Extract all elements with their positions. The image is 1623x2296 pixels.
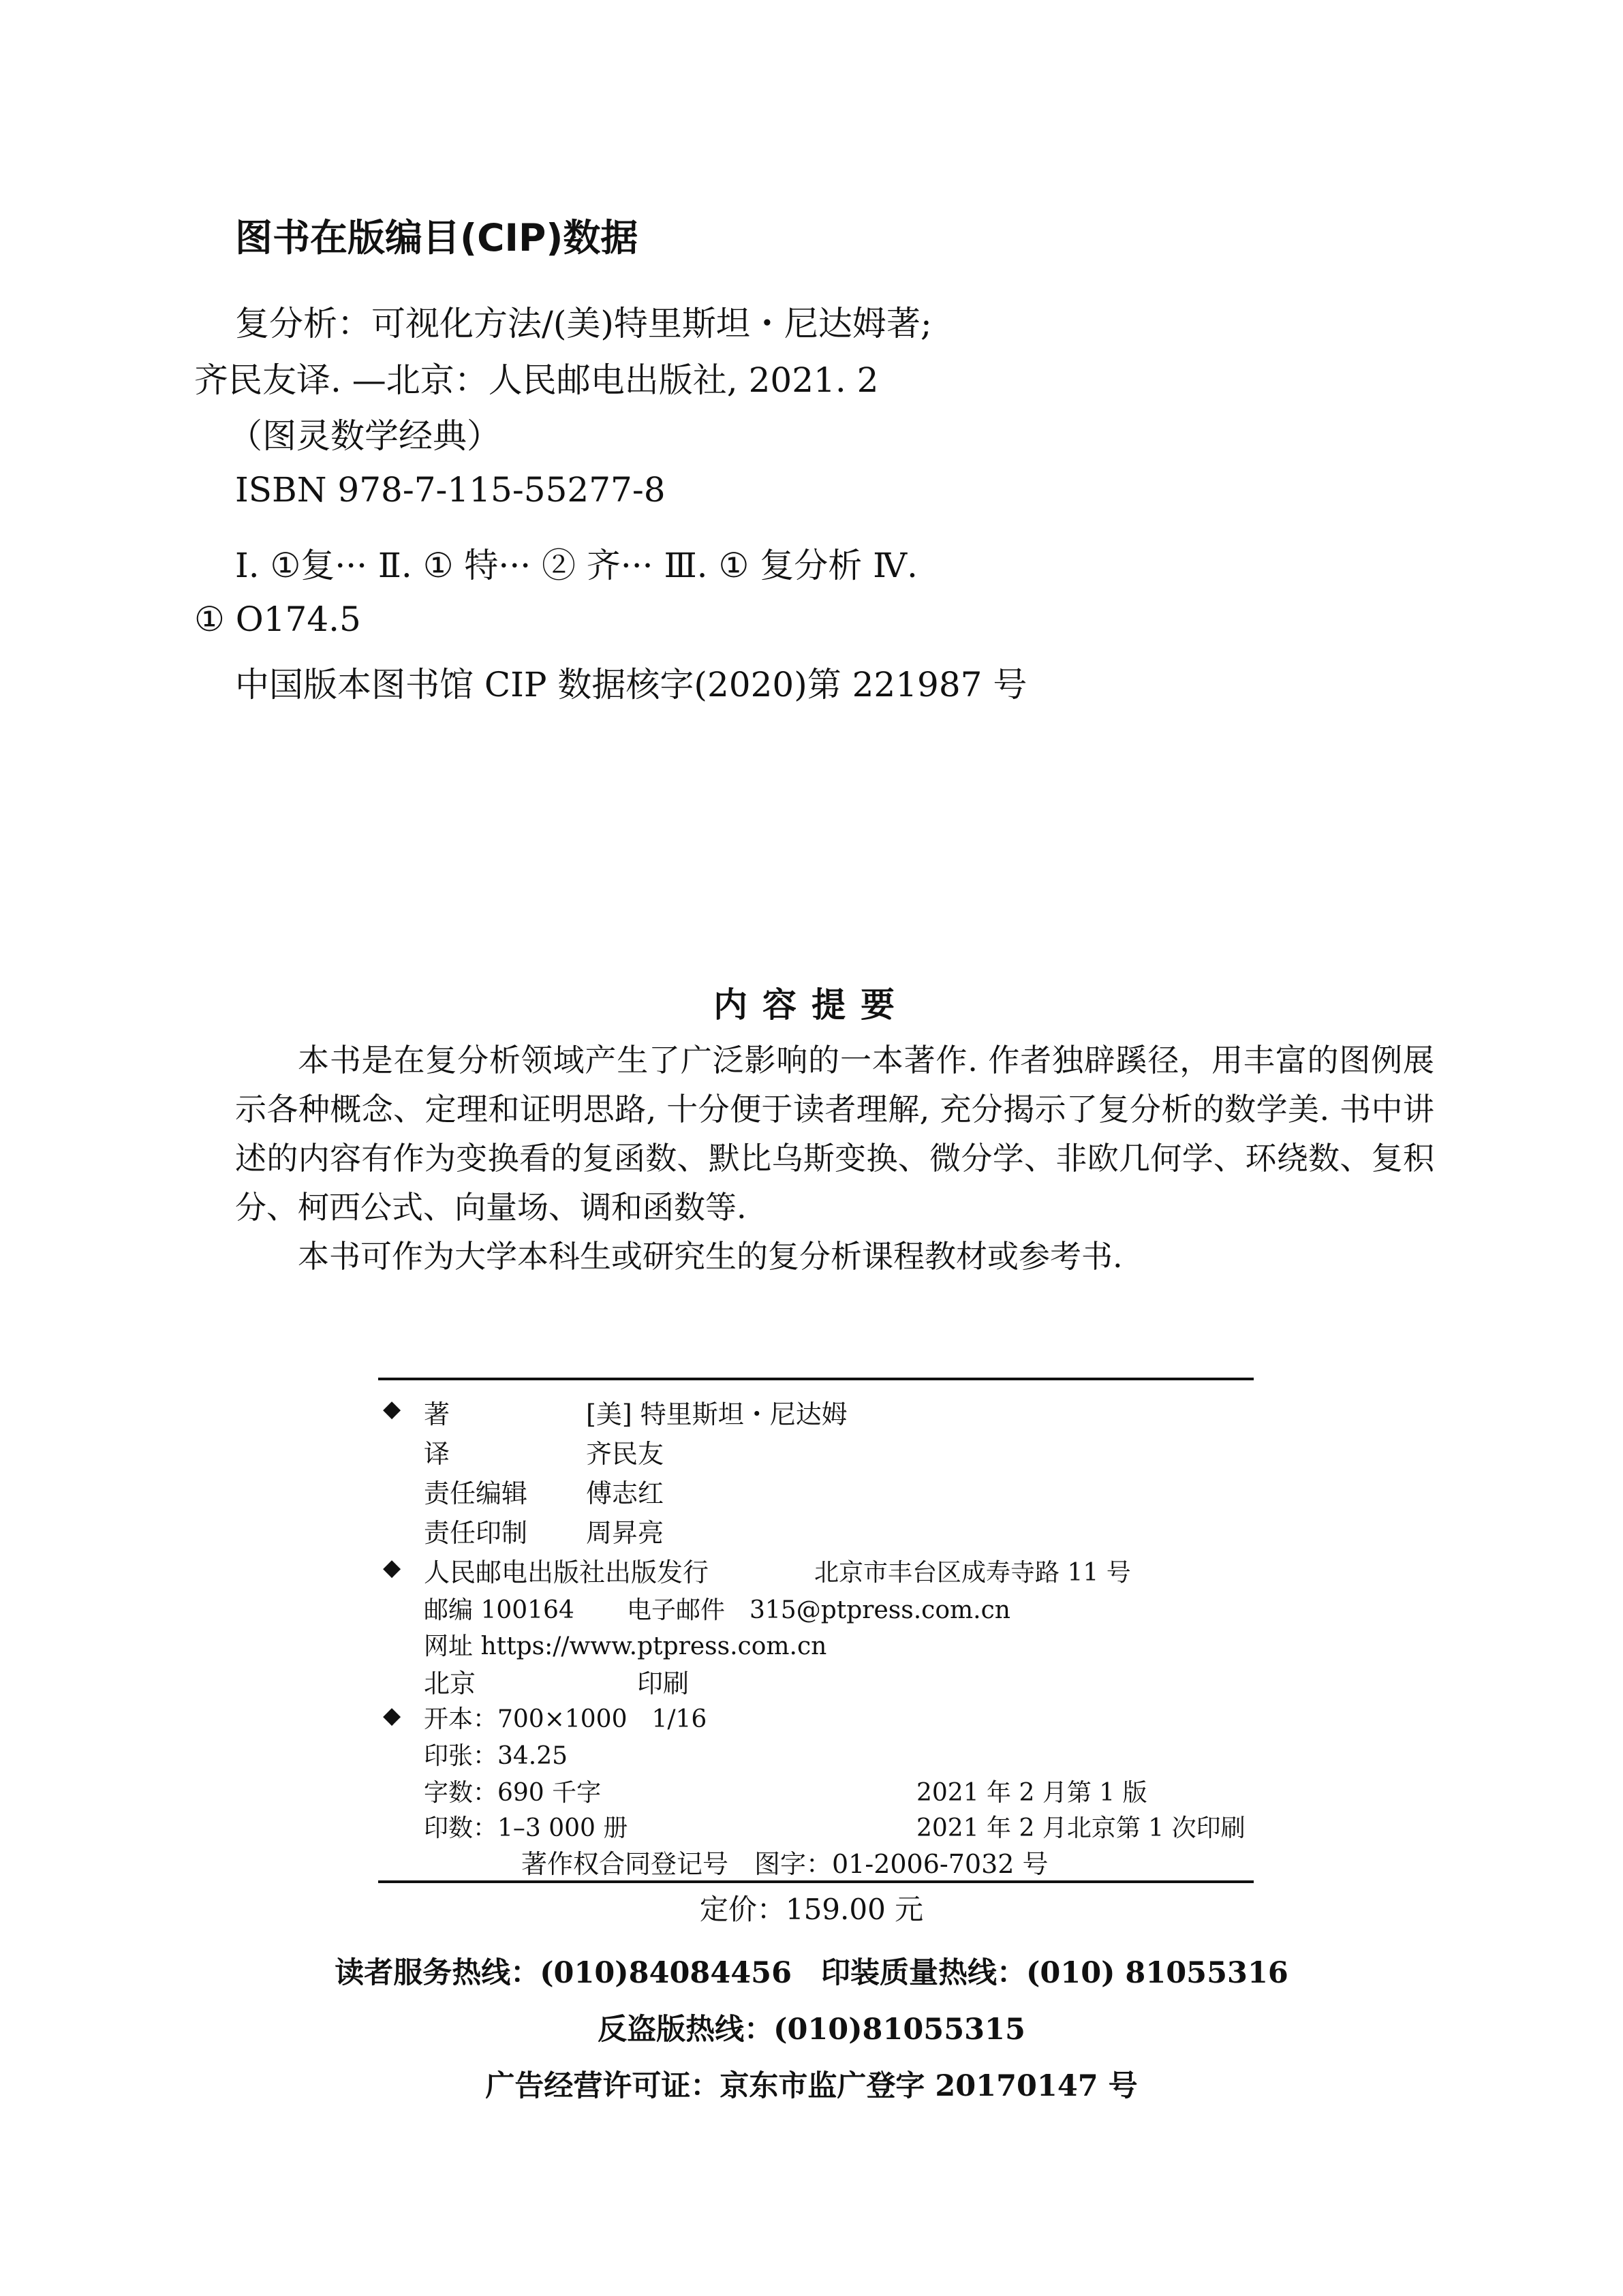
cip-heading: 图书在版编目(CIP)数据	[235, 216, 638, 260]
printing: 2021 年 2 月北京第 1 次印刷	[916, 1814, 1246, 1842]
printer-suffix: 印刷	[637, 1669, 690, 1698]
publisher-address: 北京市丰台区成寿寺路 11 号	[814, 1559, 1131, 1587]
editor-value: 傅志红	[586, 1478, 664, 1508]
abstract-title: 内容提要	[713, 985, 910, 1025]
edition: 2021 年 2 月第 1 版	[916, 1779, 1147, 1807]
cip-classification-code: ① O174.5	[194, 600, 361, 639]
printer-city: 北京	[424, 1669, 476, 1698]
publisher: 人民邮电出版社出版发行	[424, 1557, 709, 1587]
website: 网址 https://www.ptpress.com.cn	[424, 1632, 827, 1660]
bullet-diamond-icon: ◆	[383, 1395, 401, 1423]
ad-license: 广告经营许可证：京东市监广登字 20170147 号	[485, 2069, 1138, 2103]
cip-isbn: ISBN 978-7-115-55277-8	[235, 470, 666, 510]
translator-label: 译	[424, 1439, 450, 1469]
word-count: 字数：690 千字	[424, 1779, 602, 1807]
author-value: [美] 特里斯坦・尼达姆	[586, 1399, 848, 1429]
cip-record-number: 中国版本图书馆 CIP 数据核字(2020)第 221987 号	[235, 665, 1027, 704]
cip-publisher-line: 齐民友译. —北京：人民邮电出版社, 2021. 2	[194, 360, 879, 400]
cip-classification: Ⅰ. ①复··· Ⅱ. ① 特··· ② 齐··· Ⅲ. ① 复分析 Ⅳ.	[235, 546, 918, 585]
author-label: 著	[424, 1399, 450, 1429]
print-manager-label: 责任印制	[424, 1518, 528, 1548]
imprint-bottom-rule	[378, 1880, 1254, 1883]
copyright-registration: 著作权合同登记号 图字：01-2006-7032 号	[521, 1849, 1049, 1879]
print-run: 印数：1–3 000 册	[424, 1814, 628, 1842]
antipiracy-hotline: 反盗版热线：(010)81055315	[598, 2013, 1025, 2047]
abstract-body	[235, 1036, 1434, 1281]
abstract-paragraph: 本书可作为大学本科生或研究生的复分析课程教材或参考书.	[298, 1238, 1123, 1275]
bullet-diamond-icon: ◆	[383, 1702, 401, 1729]
editor-label: 责任编辑	[424, 1478, 528, 1508]
cip-series-line: （图灵数学经典）	[228, 416, 501, 456]
book-format: 开本：700×1000 1/16	[424, 1705, 707, 1733]
cip-title-line: 复分析：可视化方法/(美)特里斯坦・尼达姆著;	[235, 304, 932, 343]
service-hotline: 读者服务热线：(010)84084456 印装质量热线：(010) 81055316	[335, 1956, 1288, 1990]
postcode: 邮编 100164	[424, 1596, 574, 1624]
print-manager-value: 周昇亮	[586, 1518, 664, 1548]
price: 定价：159.00 元	[699, 1893, 924, 1926]
bullet-diamond-icon: ◆	[383, 1554, 401, 1581]
translator-value: 齐民友	[586, 1439, 664, 1469]
abstract-paragraph: 本书是在复分析领域产生了广泛影响的一本著作. 作者独辟蹊径，用丰富的图例展示各种概念、定理和证明思路, 十分便于读者理解, 充分揭示了复分析的数学美. 书中讲述的内容有作为变换看的复函数、默比乌斯变换、微分学、非欧几何学、环绕数、复积分、柯西公式、向量场、调和函数等.	[235, 1042, 1434, 1226]
printed-sheets: 印张：34.25	[424, 1742, 568, 1770]
email: 电子邮件 315@ptpress.com.cn	[627, 1596, 1010, 1624]
imprint-top-rule	[378, 1378, 1254, 1380]
